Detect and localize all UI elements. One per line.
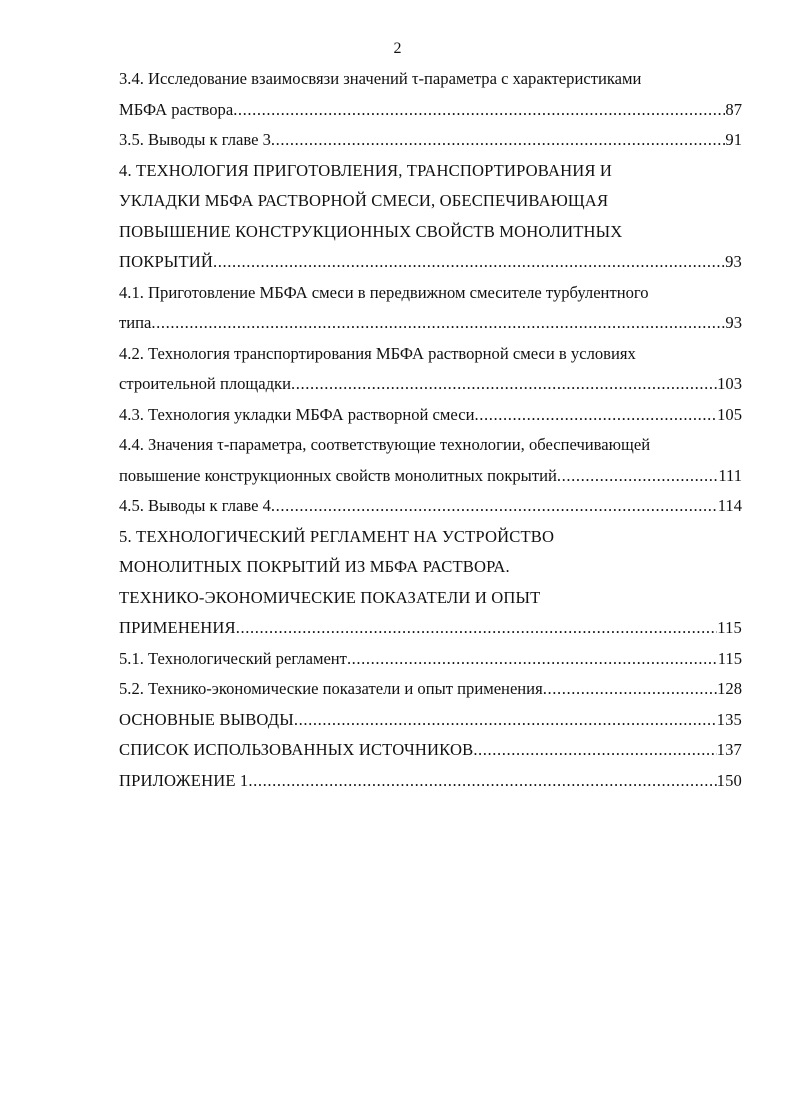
- toc-entry-title: 5.1. Технологический регламент: [119, 648, 347, 668]
- dot-leader: [474, 400, 717, 431]
- toc-entry: [119, 369, 742, 400]
- toc-entry-page: 103: [717, 374, 742, 393]
- toc-entry: [119, 400, 742, 431]
- table-of-contents: [119, 64, 742, 796]
- toc-line-text: 4.4. Значения τ-параметра, соответствующие технологии, обеспечивающей: [119, 435, 651, 454]
- toc-entry-page: 93: [725, 313, 742, 332]
- toc-entry: [119, 674, 742, 705]
- toc-entry: [119, 308, 742, 339]
- toc-entry: [119, 613, 742, 644]
- toc-entry-page: 115: [717, 618, 742, 637]
- toc-line-text: ТЕХНИКО-ЭКОНОМИЧЕСКИЕ ПОКАЗАТЕЛИ И ОПЫТ: [119, 587, 541, 607]
- toc-line: [119, 186, 742, 217]
- toc-entry-title: 4.3. Технология укладки МБФА растворной смеси: [119, 404, 475, 424]
- dot-leader: [543, 674, 717, 705]
- toc-entry-title: ПРИЛОЖЕНИЕ 1: [119, 770, 249, 790]
- toc-entry: [119, 125, 742, 156]
- toc-line: [119, 156, 742, 187]
- toc-entry-page: 105: [717, 404, 742, 424]
- toc-line-text: МОНОЛИТНЫХ ПОКРЫТИЙ ИЗ МБФА РАСТВОРА.: [119, 557, 510, 576]
- dot-leader: [213, 247, 725, 278]
- toc-entry-page: 111: [718, 465, 742, 485]
- toc-entry-page: 137: [716, 740, 742, 759]
- toc-entry-page: 115: [717, 648, 742, 668]
- toc-entry-title: СПИСОК ИСПОЛЬЗОВАННЫХ ИСТОЧНИКОВ: [119, 740, 474, 759]
- dot-leader: [557, 461, 718, 492]
- dot-leader: [151, 308, 725, 339]
- toc-line: [119, 339, 742, 370]
- toc-entry-title: ПОКРЫТИЙ: [119, 252, 214, 271]
- toc-entry: [119, 644, 742, 675]
- toc-entry-title: строительной площадки: [119, 374, 291, 393]
- toc-line: [119, 552, 742, 583]
- toc-line: [119, 430, 742, 461]
- toc-entry: [119, 735, 742, 766]
- dot-leader: [236, 613, 718, 644]
- toc-entry: [119, 491, 742, 522]
- toc-entry-title: 5.2. Технико-экономические показатели и опыт применения: [119, 679, 543, 698]
- toc-line: [119, 583, 742, 614]
- toc-entry-page: 128: [717, 679, 742, 698]
- toc-entry-title: 3.5. Выводы к главе 3: [119, 130, 271, 149]
- toc-line: [119, 278, 742, 309]
- toc-entry-title: ПРИМЕНЕНИЯ: [119, 618, 236, 637]
- toc-entry-page: 87: [725, 99, 742, 119]
- dot-leader: [291, 369, 717, 400]
- toc-line-text: УКЛАДКИ МБФА РАСТВОРНОЙ СМЕСИ, ОБЕСПЕЧИВАЮЩАЯ: [119, 191, 609, 210]
- dot-leader: [271, 491, 718, 522]
- dot-leader: [271, 125, 726, 156]
- toc-entry-title: МБФА раствора: [119, 99, 234, 119]
- toc-line-text: 4. ТЕХНОЛОГИЯ ПРИГОТОВЛЕНИЯ, ТРАНСПОРТИРОВАНИЯ И: [119, 160, 613, 180]
- toc-line-text: ПОВЫШЕНИЕ КОНСТРУКЦИОННЫХ СВОЙСТВ МОНОЛИТНЫХ: [119, 221, 623, 241]
- page-number: 2: [393, 40, 402, 57]
- toc-entry-title: повышение конструкционных свойств монолитных покрытий: [119, 465, 557, 485]
- toc-line-text: 5. ТЕХНОЛОГИЧЕСКИЙ РЕГЛАМЕНТ НА УСТРОЙСТВО: [119, 526, 555, 546]
- dot-leader: [473, 735, 716, 766]
- toc-entry: [119, 461, 742, 492]
- toc-line: [119, 64, 742, 95]
- toc-entry-page: 150: [716, 770, 742, 790]
- toc-entry-title: ОСНОВНЫЕ ВЫВОДЫ: [119, 709, 294, 729]
- toc-entry: [119, 95, 742, 126]
- toc-entry-page: 135: [716, 709, 742, 729]
- toc-entry-page: 91: [725, 130, 742, 149]
- toc-line-text: 4.2. Технология транспортирования МБФА растворной смеси в условиях: [119, 343, 636, 363]
- toc-entry-page: 93: [725, 252, 742, 271]
- toc-line: [119, 522, 742, 553]
- dot-leader: [347, 644, 718, 675]
- dot-leader: [248, 766, 716, 797]
- toc-entry-title: типа: [119, 313, 152, 332]
- toc-entry: [119, 247, 742, 278]
- toc-line-text: 4.1. Приготовление МБФА смеси в передвижном смесителе турбулентного: [119, 282, 649, 302]
- toc-entry: [119, 705, 742, 736]
- toc-entry-title: 4.5. Выводы к главе 4: [119, 496, 271, 515]
- toc-line-text: 3.4. Исследование взаимосвязи значений τ-параметра с характеристиками: [119, 69, 642, 88]
- dot-leader: [294, 705, 717, 736]
- dot-leader: [233, 95, 725, 126]
- toc-entry-page: 114: [717, 496, 742, 515]
- toc-entry: [119, 766, 742, 797]
- toc-line: [119, 217, 742, 248]
